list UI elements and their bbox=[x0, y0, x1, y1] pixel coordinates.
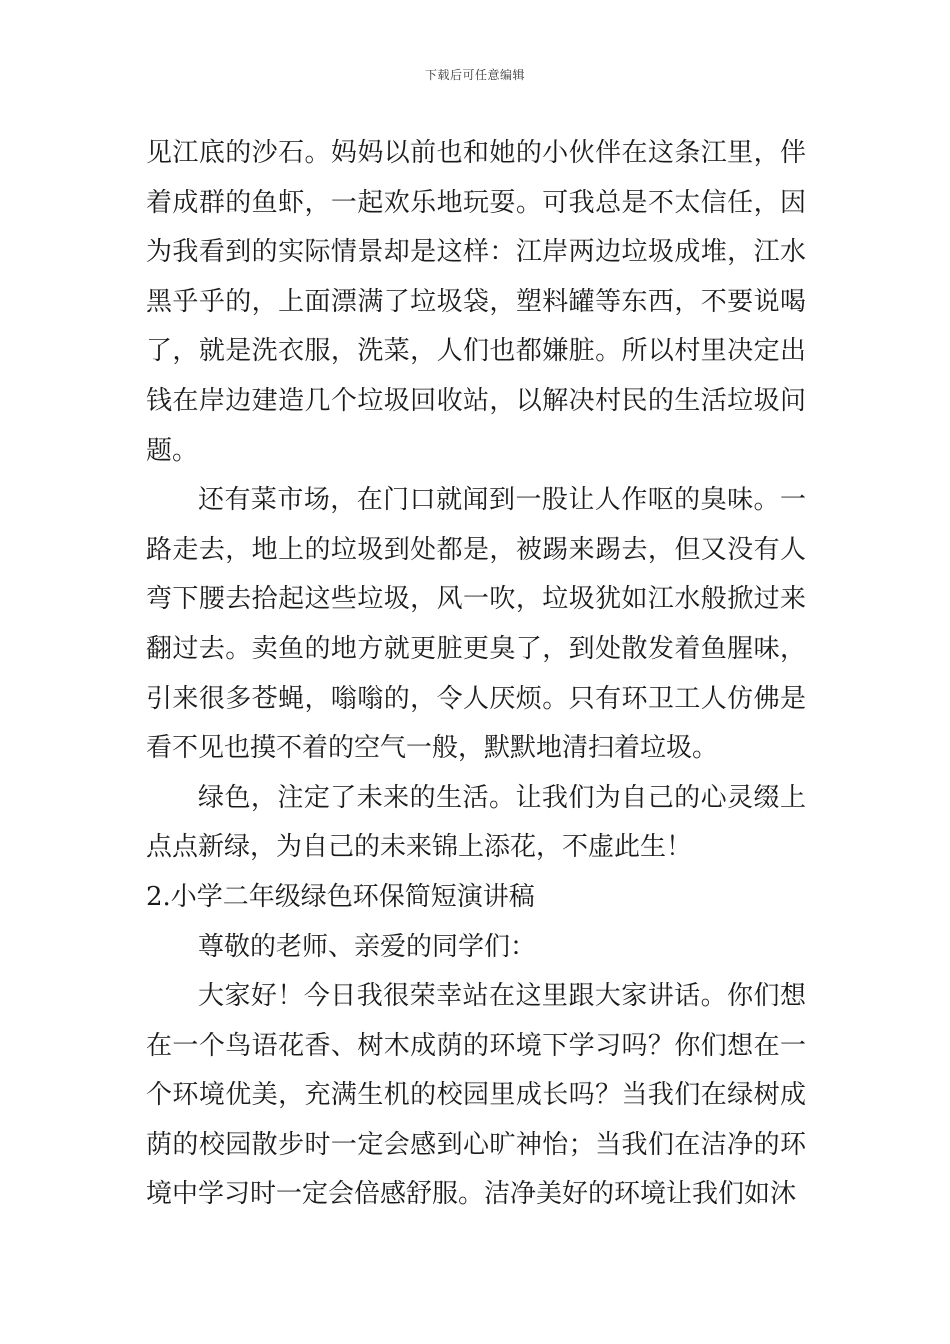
paragraph-speech-opening: 大家好！今日我很荣幸站在这里跟大家讲话。你们想在一个鸟语花香、树木成荫的环境下学习吗？你们想在一个环境优美，充满生机的校园里成长吗？当我们在绿树成荫的校园散步时一定会感到心旷神怡；当我们在洁净的环境中学习时一定会倍感舒服。洁净美好的环境让我们如沐 bbox=[146, 981, 806, 1210]
paragraph-green-future: 绿色，注定了未来的生活。让我们为自己的心灵缀上点点新绿，为自己的未来锦上添花，不虚此生！ bbox=[146, 782, 806, 863]
salutation: 尊敬的老师、亲爱的同学们： bbox=[198, 931, 537, 962]
paragraph-market: 还有菜市场，在门口就闻到一股让人作呕的臭味。一路走去，地上的垃圾到处都是，被踢来踢去，但又没有人弯下腰去拾起这些垃圾，风一吹，垃圾犹如江水般掀过来翻过去。卖鱼的地方就更脏更臭了，到处散发着鱼腥味，引来很多苍蝇，嗡嗡的，令人厌烦。只有环卫工人仿佛是看不见也摸不着的空气一般，默默地清扫着垃圾。 bbox=[146, 485, 806, 764]
paragraph-river: 见江底的沙石。妈妈以前也和她的小伙伴在这条江里，伴着成群的鱼虾，一起欢乐地玩耍。可我总是不太信任，因为我看到的实际情景却是这样：江岸两边垃圾成堆，江水黑乎乎的，上面漂满了垃圾袋，塑料罐等东西，不要说喝了，就是洗衣服，洗菜，人们也都嫌脏。所以村里决定出钱在岸边建造几个垃圾回收站，以解决村民的生活垃圾问题。 bbox=[146, 138, 806, 466]
page-header: 下载后可任意编辑 bbox=[424, 68, 525, 82]
document-body bbox=[146, 129, 806, 1220]
section-heading: 2.小学二年级绿色环保简短演讲稿 bbox=[146, 881, 535, 912]
